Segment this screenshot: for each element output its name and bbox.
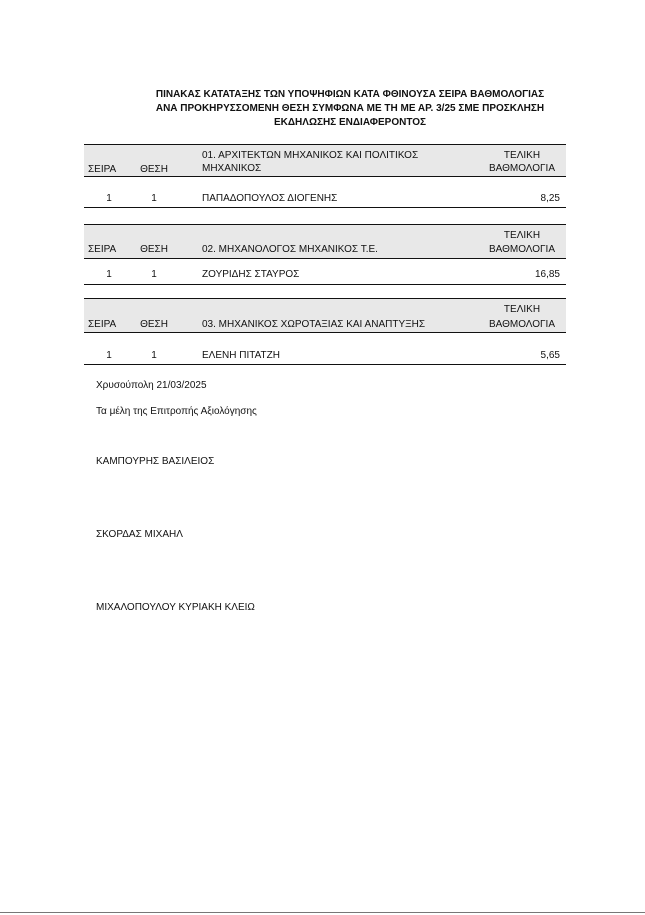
table-header bbox=[84, 144, 566, 177]
category-title: 03. ΜΗΧΑΝΙΚΟΣ ΧΩΡΟΤΑΞΙΑΣ ΚΑΙ ΑΝΑΠΤΥΞΗΣ bbox=[202, 319, 426, 330]
title-line-2: ΑΝΑ ΠΡΟΚΗΡΥΣΣΟΜΕΝΗ ΘΕΣΗ ΣΥΜΦΩΝΑ ΜΕ ΤΗ ΜΕ ΑΡ. 3/25 ΣΜΕ ΠΡΟΣΚΛΗΣΗ bbox=[155, 103, 545, 114]
row-thesi: 1 bbox=[151, 269, 157, 280]
row-seira: 1 bbox=[106, 193, 112, 204]
table-header bbox=[84, 224, 566, 259]
final-score: 16,85 bbox=[534, 269, 560, 280]
category-title-line-2: ΜΗΧΑΝΙΚΟΣ bbox=[202, 163, 262, 174]
title-line-3: ΕΚΔΗΛΩΣΗΣ ΕΝΔΙΑΦΕΡΟΝΤΟΣ bbox=[273, 117, 427, 128]
column-header-score-line-1: ΤΕΛΙΚΗ bbox=[503, 304, 541, 315]
row-divider bbox=[84, 284, 566, 285]
row-thesi: 1 bbox=[151, 350, 157, 361]
column-header-thesi: ΘΕΣΗ bbox=[140, 164, 168, 175]
category-title-line-1: 01. ΑΡΧΙΤΕΚΤΩΝ ΜΗΧΑΝΙΚΟΣ ΚΑΙ ΠΟΛΙΤΙΚΟΣ bbox=[202, 150, 419, 161]
candidate-name: ΕΛΕΝΗ ΠΙΤΑΤΖΗ bbox=[202, 350, 280, 361]
column-header-score-line-1: ΤΕΛΙΚΗ bbox=[503, 150, 541, 161]
final-score: 5,65 bbox=[540, 350, 560, 361]
column-header-seira: ΣΕΙΡΑ bbox=[88, 164, 117, 175]
row-thesi: 1 bbox=[151, 193, 157, 204]
column-header-score-line-2: ΒΑΘΜΟΛΟΓΙΑ bbox=[488, 319, 556, 330]
committee-member-3: ΜΙΧΑΛΟΠΟΥΛΟΥ ΚΥΡΙΑΚΗ ΚΛΕΙΩ bbox=[96, 602, 255, 613]
ranking-table-03 bbox=[84, 298, 566, 365]
column-header-thesi: ΘΕΣΗ bbox=[140, 244, 168, 255]
row-seira: 1 bbox=[106, 350, 112, 361]
ranking-table-01 bbox=[84, 144, 566, 226]
committee-member-2: ΣΚΟΡΔΑΣ ΜΙΧΑΗΛ bbox=[96, 529, 183, 540]
column-header-seira: ΣΕΙΡΑ bbox=[88, 319, 117, 330]
column-header-score-line-1: ΤΕΛΙΚΗ bbox=[503, 230, 541, 241]
column-header-score-line-2: ΒΑΘΜΟΛΟΓΙΑ bbox=[488, 163, 556, 174]
document-title bbox=[140, 88, 560, 130]
table-row bbox=[84, 177, 566, 208]
title-line-1: ΠΙΝΑΚΑΣ ΚΑΤΑΤΑΞΗΣ ΤΩΝ ΥΠΟΨΗΦΙΩΝ ΚΑΤΑ ΦΘΙΝΟΥΣΑ ΣΕΙΡΑ ΒΑΘΜΟΛΟΓΙΑΣ bbox=[155, 89, 545, 100]
category-title: 02. ΜΗΧΑΝΟΛΟΓΟΣ ΜΗΧΑΝΙΚΟΣ Τ.Ε. bbox=[202, 244, 378, 255]
final-score: 8,25 bbox=[540, 193, 560, 204]
column-header-seira: ΣΕΙΡΑ bbox=[88, 244, 117, 255]
place-date: Χρυσούπολη 21/03/2025 bbox=[96, 380, 207, 391]
column-header-score-line-2: ΒΑΘΜΟΛΟΓΙΑ bbox=[488, 244, 556, 255]
row-seira: 1 bbox=[106, 269, 112, 280]
row-divider bbox=[84, 364, 566, 365]
table-header bbox=[84, 298, 566, 333]
candidate-name: ΖΟΥΡΙΔΗΣ ΣΤΑΥΡΟΣ bbox=[202, 269, 300, 280]
table-row bbox=[84, 259, 566, 285]
committee-member-1: ΚΑΜΠΟΥΡΗΣ ΒΑΣΙΛΕΙΟΣ bbox=[96, 456, 215, 467]
committee-label: Τα μέλη της Επιτροπής Αξιολόγησης bbox=[96, 406, 257, 417]
candidate-name: ΠΑΠΑΔΟΠΟΥΛΟΣ ΔΙΟΓΕΝΗΣ bbox=[202, 193, 338, 204]
column-header-thesi: ΘΕΣΗ bbox=[140, 319, 168, 330]
ranking-table-02 bbox=[84, 224, 566, 285]
table-row bbox=[84, 333, 566, 365]
page-edge-divider bbox=[0, 912, 645, 913]
